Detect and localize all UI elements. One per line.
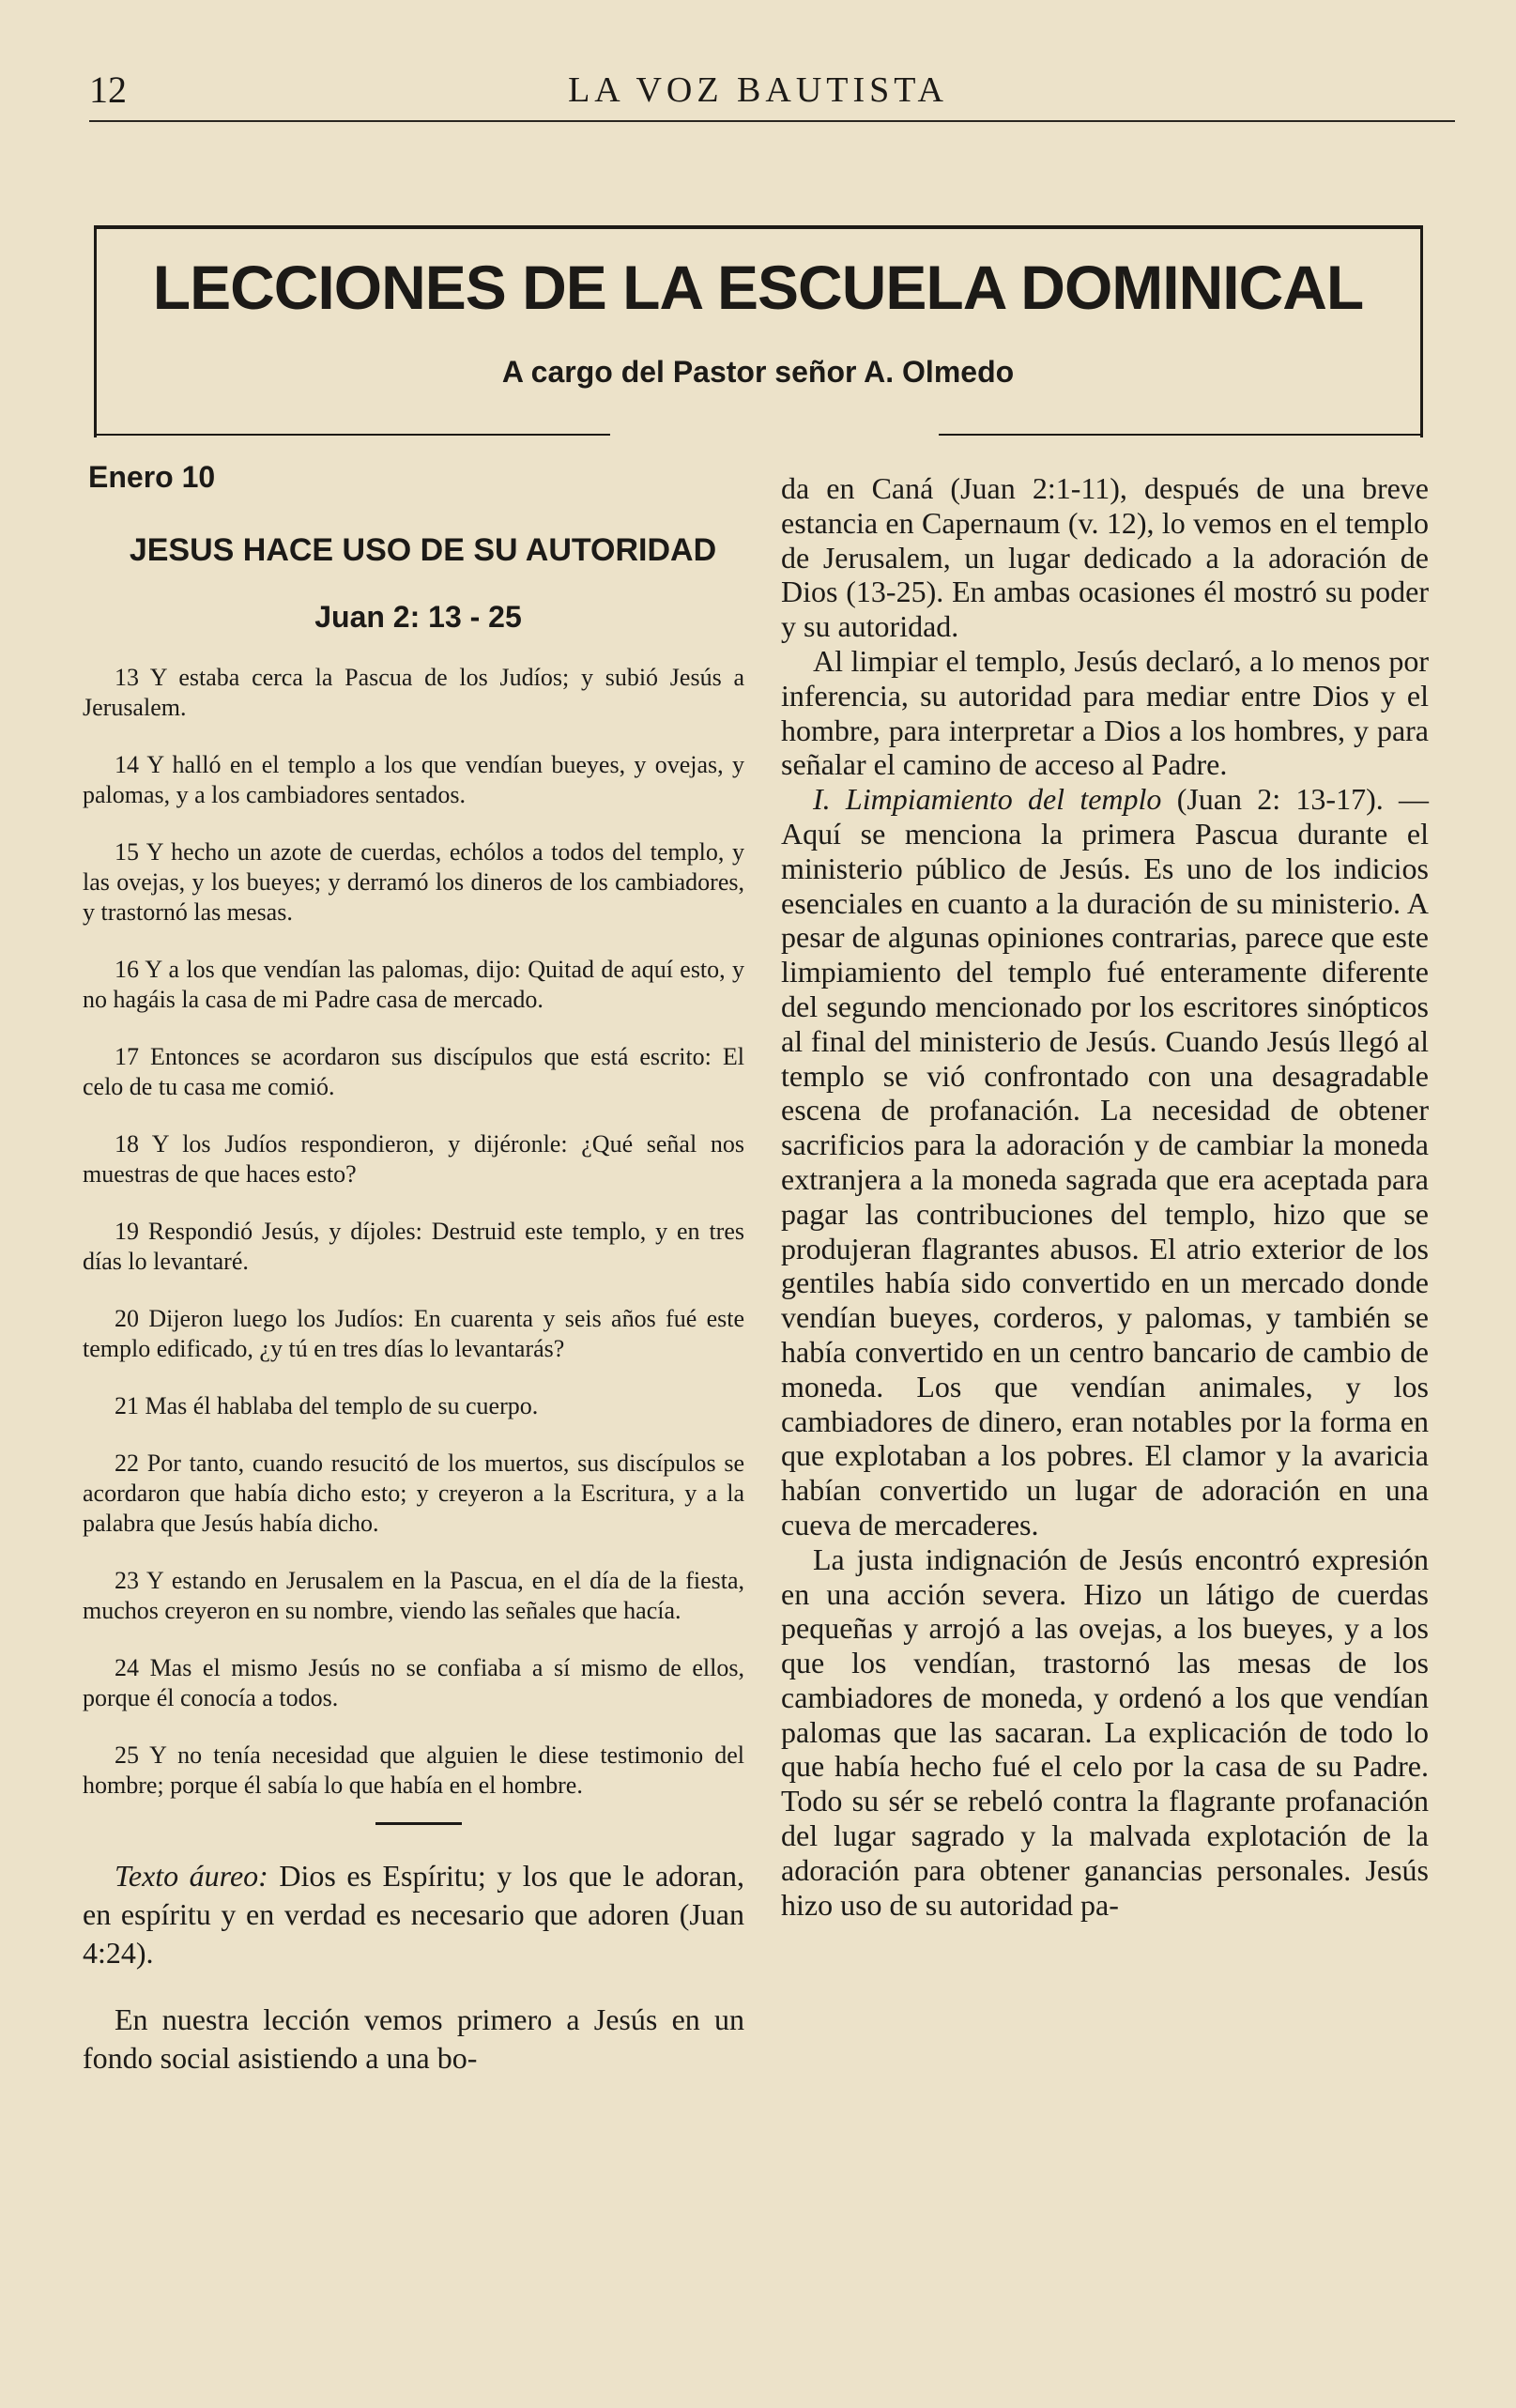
header-divider — [89, 120, 1455, 122]
verse: 23 Y estando en Jerusalem en la Pascua, en el día de la fiesta, muchos creyeron en su nombre, viendo las señales que hacía. — [83, 1567, 744, 1624]
verse: 19 Respondió Jesús, y díjoles: Destruid este templo, y en tres días lo levantaré. — [83, 1218, 744, 1275]
title-box-bottom-rule-right — [939, 434, 1420, 436]
verse: 13 Y estaba cerca la Pascua de los Judíos; y subió Jesús a Jerusalem. — [83, 664, 744, 721]
verse: 24 Mas el mismo Jesús no se confiaba a sí mismo de ellos, porque él conocía a todos. — [83, 1654, 744, 1711]
verse: 25 Y no tenía necesidad que alguien le diese testimonio del hombre; porque él sabía lo que había en el hombre. — [83, 1741, 744, 1799]
verse: 21 Mas él hablaba del templo de su cuerpo. — [115, 1392, 539, 1419]
lesson-intro: En nuestra lección vemos primero a Jesús en un fondo social asistiendo a una bo- — [83, 2002, 744, 2075]
body-paragraph: da en Caná (Juan 2:1-11), después de una breve estancia en Capernaum (v. 12), lo vemos en el templo de Jerusalem, un lugar dedicado a la adoración de Dios (13-25). En ambas ocasiones él mostró su poder y su autoridad. — [781, 471, 1429, 644]
left-column — [83, 460, 744, 2078]
section-body: (Juan 2: 13-17). — Aquí se menciona la primera Pascua durante el ministerio público de Jesús. Es uno de los indicios esenciales en cuanto a la duración de su ministerio. A pesar de algunas opiniones contrarias, parece que este limpiamiento del templo fué enteramente diferente del segundo mencionado por los escritores sinópticos al final del ministerio de Jesús. Cuando Jesús llegó al templo se vió confrontado con una desagradable escena de profanación. La necesidad de obtener sacrificios para la adoración y de cambiar la moneda extranjera a la moneda sagrada que era aceptada para pagar las contribuciones del templo, hizo que se produjeran flagrantes abusos. El atrio exterior de los gentiles había sido convertido en un mercado donde vendían bueyes, corderos, y palomas, y también se había convertido en un centro bancario de cambio de moneda. Los que vendían animales, y los cambiadores de dinero, eran notables por la forma en que explotaban a los pobres. El clamor y la avaricia habían convertido un lugar de adoración en una cueva de mercaderes. — [781, 782, 1429, 1541]
verse: 20 Dijeron luego los Judíos: En cuarenta y seis años fué este templo edificado, ¿y tú en tres días lo levantarás? — [83, 1305, 744, 1362]
lesson-title: JESUS HACE USO DE SU AUTORIDAD — [129, 532, 717, 568]
golden-text — [83, 1857, 744, 1972]
golden-text-body: Dios es Espíritu; y los que le adoran, en espíritu y en verdad es necesario que adoren (Juan 4:24). — [83, 1859, 745, 1970]
verses-end-divider — [375, 1822, 462, 1825]
right-column — [781, 471, 1429, 1922]
verse: 14 Y halló en el templo a los que vendían bueyes, y ovejas, y palomas, y a los cambiadores sentados. — [83, 751, 744, 808]
publication-title: LA VOZ BAUTISTA — [568, 70, 948, 110]
section-title: LECCIONES DE LA ESCUELA DOMINICAL — [152, 253, 1364, 322]
body-paragraph: Al limpiar el templo, Jesús declaró, a lo menos por inferencia, su autoridad para mediar entre Dios y el hombre, para interpretar a Dios a los hombres, y para señalar el camino de acceso al Padre. — [781, 643, 1429, 782]
title-box-bottom-rule-left — [94, 434, 610, 436]
lesson-reference: Juan 2: 13 - 25 — [314, 600, 522, 634]
verse: 17 Entonces se acordaron sus discípulos que está escrito: El celo de tu casa me comió. — [83, 1043, 744, 1100]
body-paragraph: La justa indignación de Jesús encontró expresión en una acción severa. Hizo un látigo de cuerdas pequeñas y arrojó a las ovejas, a los bueyes, y a los que los vendían, trastornó las mesas de los cambiadores de moneda, y ordenó a los que vendían palomas que las sacaran. La explicación de todo lo que había hecho fué el celo por la casa de su Padre. Todo su sér se rebeló contra la flagrante profanación del lugar sagrado y la malvada explotación de la adoración para obtener ganancias personales. Jesús hizo uso de su autoridad pa- — [781, 1541, 1429, 1922]
golden-text-label: Texto áureo: — [115, 1859, 268, 1893]
verse: 16 Y a los que vendían las palomas, dijo: Quitad de aquí esto, y no hagáis la casa de mi Padre casa de mercado. — [83, 956, 744, 1013]
verse: 15 Y hecho un azote de cuerdas, echólos a todos del templo, y las ovejas, y los bueyes; y derramó los dineros de los cambiadores, y trastornó las mesas. — [83, 838, 744, 926]
body-paragraph-section-1 — [781, 782, 1429, 1542]
section-heading: I. Limpiamiento del templo — [813, 782, 1162, 817]
verse: 22 Por tanto, cuando resucitó de los muertos, sus discípulos se acordaron que había dicho esto; y creyeron a la Escritura, y a la palabra que Jesús había dicho. — [83, 1449, 744, 1537]
verse: 18 Y los Judíos respondieron, y dijéronle: ¿Qué señal nos muestras de que haces esto? — [83, 1130, 744, 1188]
lesson-date: Enero 10 — [88, 460, 216, 494]
page-number: 12 — [89, 69, 127, 111]
section-subtitle: A cargo del Pastor señor A. Olmedo — [501, 355, 1015, 389]
